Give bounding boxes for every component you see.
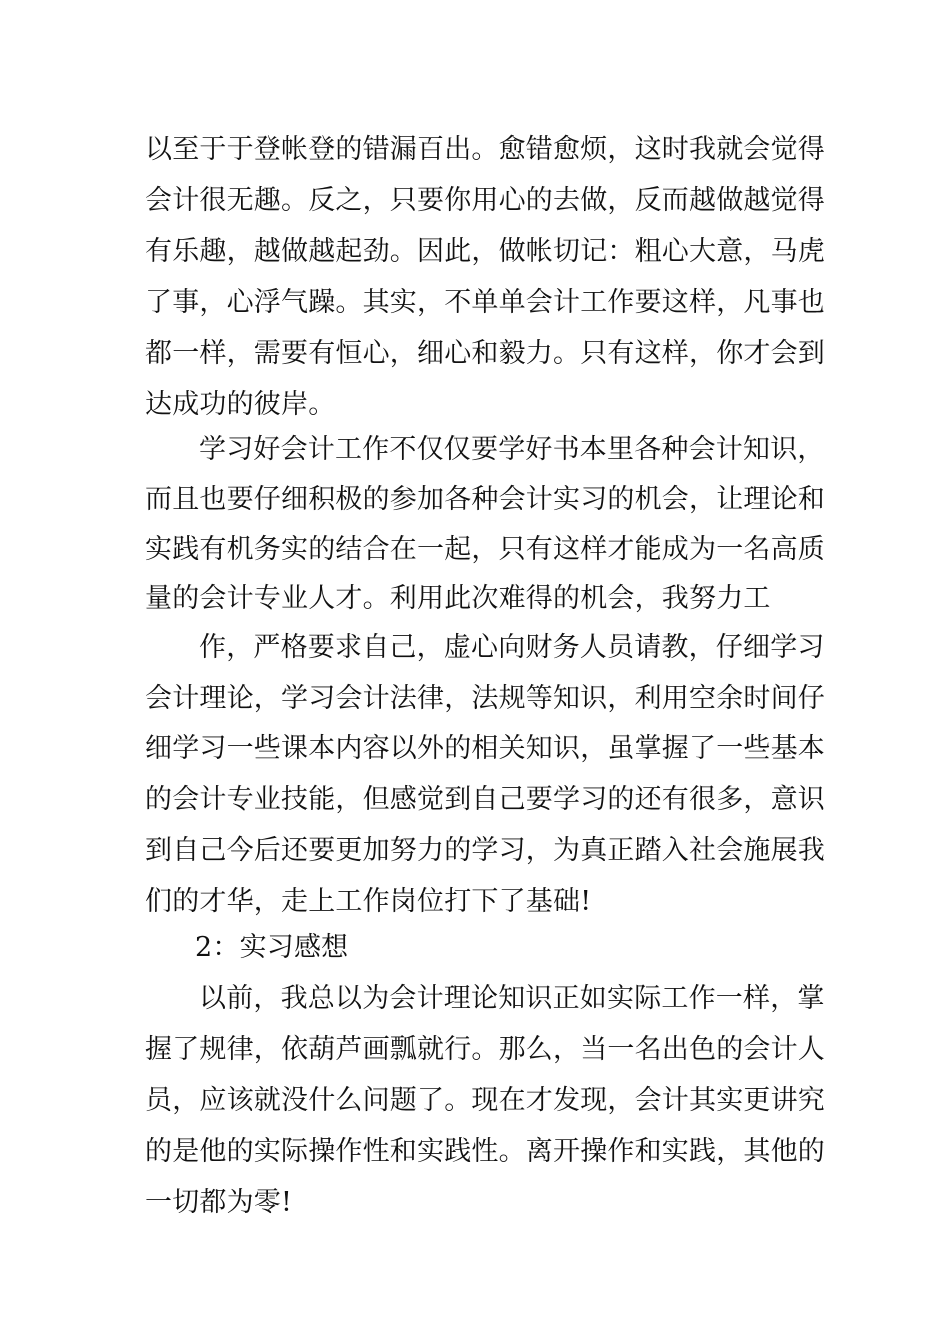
paragraph-1-line-6: 达成功的彼岸。 [145,389,336,420]
section-heading: 2：实习感想 [195,932,349,963]
paragraph-2-line-3: 实践有机务实的结合在一起，只有这样才能成为一名高质 [145,534,825,565]
paragraph-1-line-5: 都一样，需要有恒心，细心和毅力。只有这样，你才会到 [145,338,825,369]
paragraph-4-line-2: 握了规律，依葫芦画瓢就行。那么，当一名出色的会计人 [145,1034,825,1065]
paragraph-3-line-3: 细学习一些课本内容以外的相关知识，虽掌握了一些基本 [145,733,825,764]
paragraph-1-line-2: 会计很无趣。反之，只要你用心的去做，反而越做越觉得 [145,185,825,216]
paragraph-3-line-6: 们的才华，走上工作岗位打下了基础! [145,886,592,917]
paragraph-1-line-4: 了事，心浮气躁。其实，不单单会计工作要这样，凡事也 [145,287,825,318]
paragraph-1-line-3: 有乐趣，越做越起劲。因此，做帐切记：粗心大意，马虎 [145,236,825,267]
paragraph-1-line-1: 以至于于登帐登的错漏百出。愈错愈烦，这时我就会觉得 [145,134,825,165]
paragraph-3-line-1: 作，严格要求自己，虚心向财务人员请教，仔细学习 [199,632,825,663]
paragraph-4-line-3: 员，应该就没什么问题了。现在才发现，会计其实更讲究 [145,1085,825,1116]
paragraph-2-line-4: 量的会计专业人才。利用此次难得的机会，我努力工 [145,583,771,614]
paragraph-2-line-1: 学习好会计工作不仅仅要学好书本里各种会计知识， [199,434,825,465]
paragraph-3-line-4: 的会计专业技能，但感觉到自己要学习的还有很多，意识 [145,784,825,815]
paragraph-2-line-2: 而且也要仔细积极的参加各种会计实习的机会，让理论和 [145,484,825,515]
paragraph-4-line-1: 以前，我总以为会计理论知识正如实际工作一样，掌 [199,983,825,1014]
paragraph-4-line-5: 一切都为零! [145,1187,293,1218]
paragraph-4-line-4: 的是他的实际操作性和实践性。离开操作和实践，其他的 [145,1136,825,1167]
paragraph-3-line-5: 到自己今后还要更加努力的学习，为真正踏入社会施展我 [145,835,825,866]
paragraph-3-line-2: 会计理论，学习会计法律，法规等知识，利用空余时间仔 [145,683,825,714]
